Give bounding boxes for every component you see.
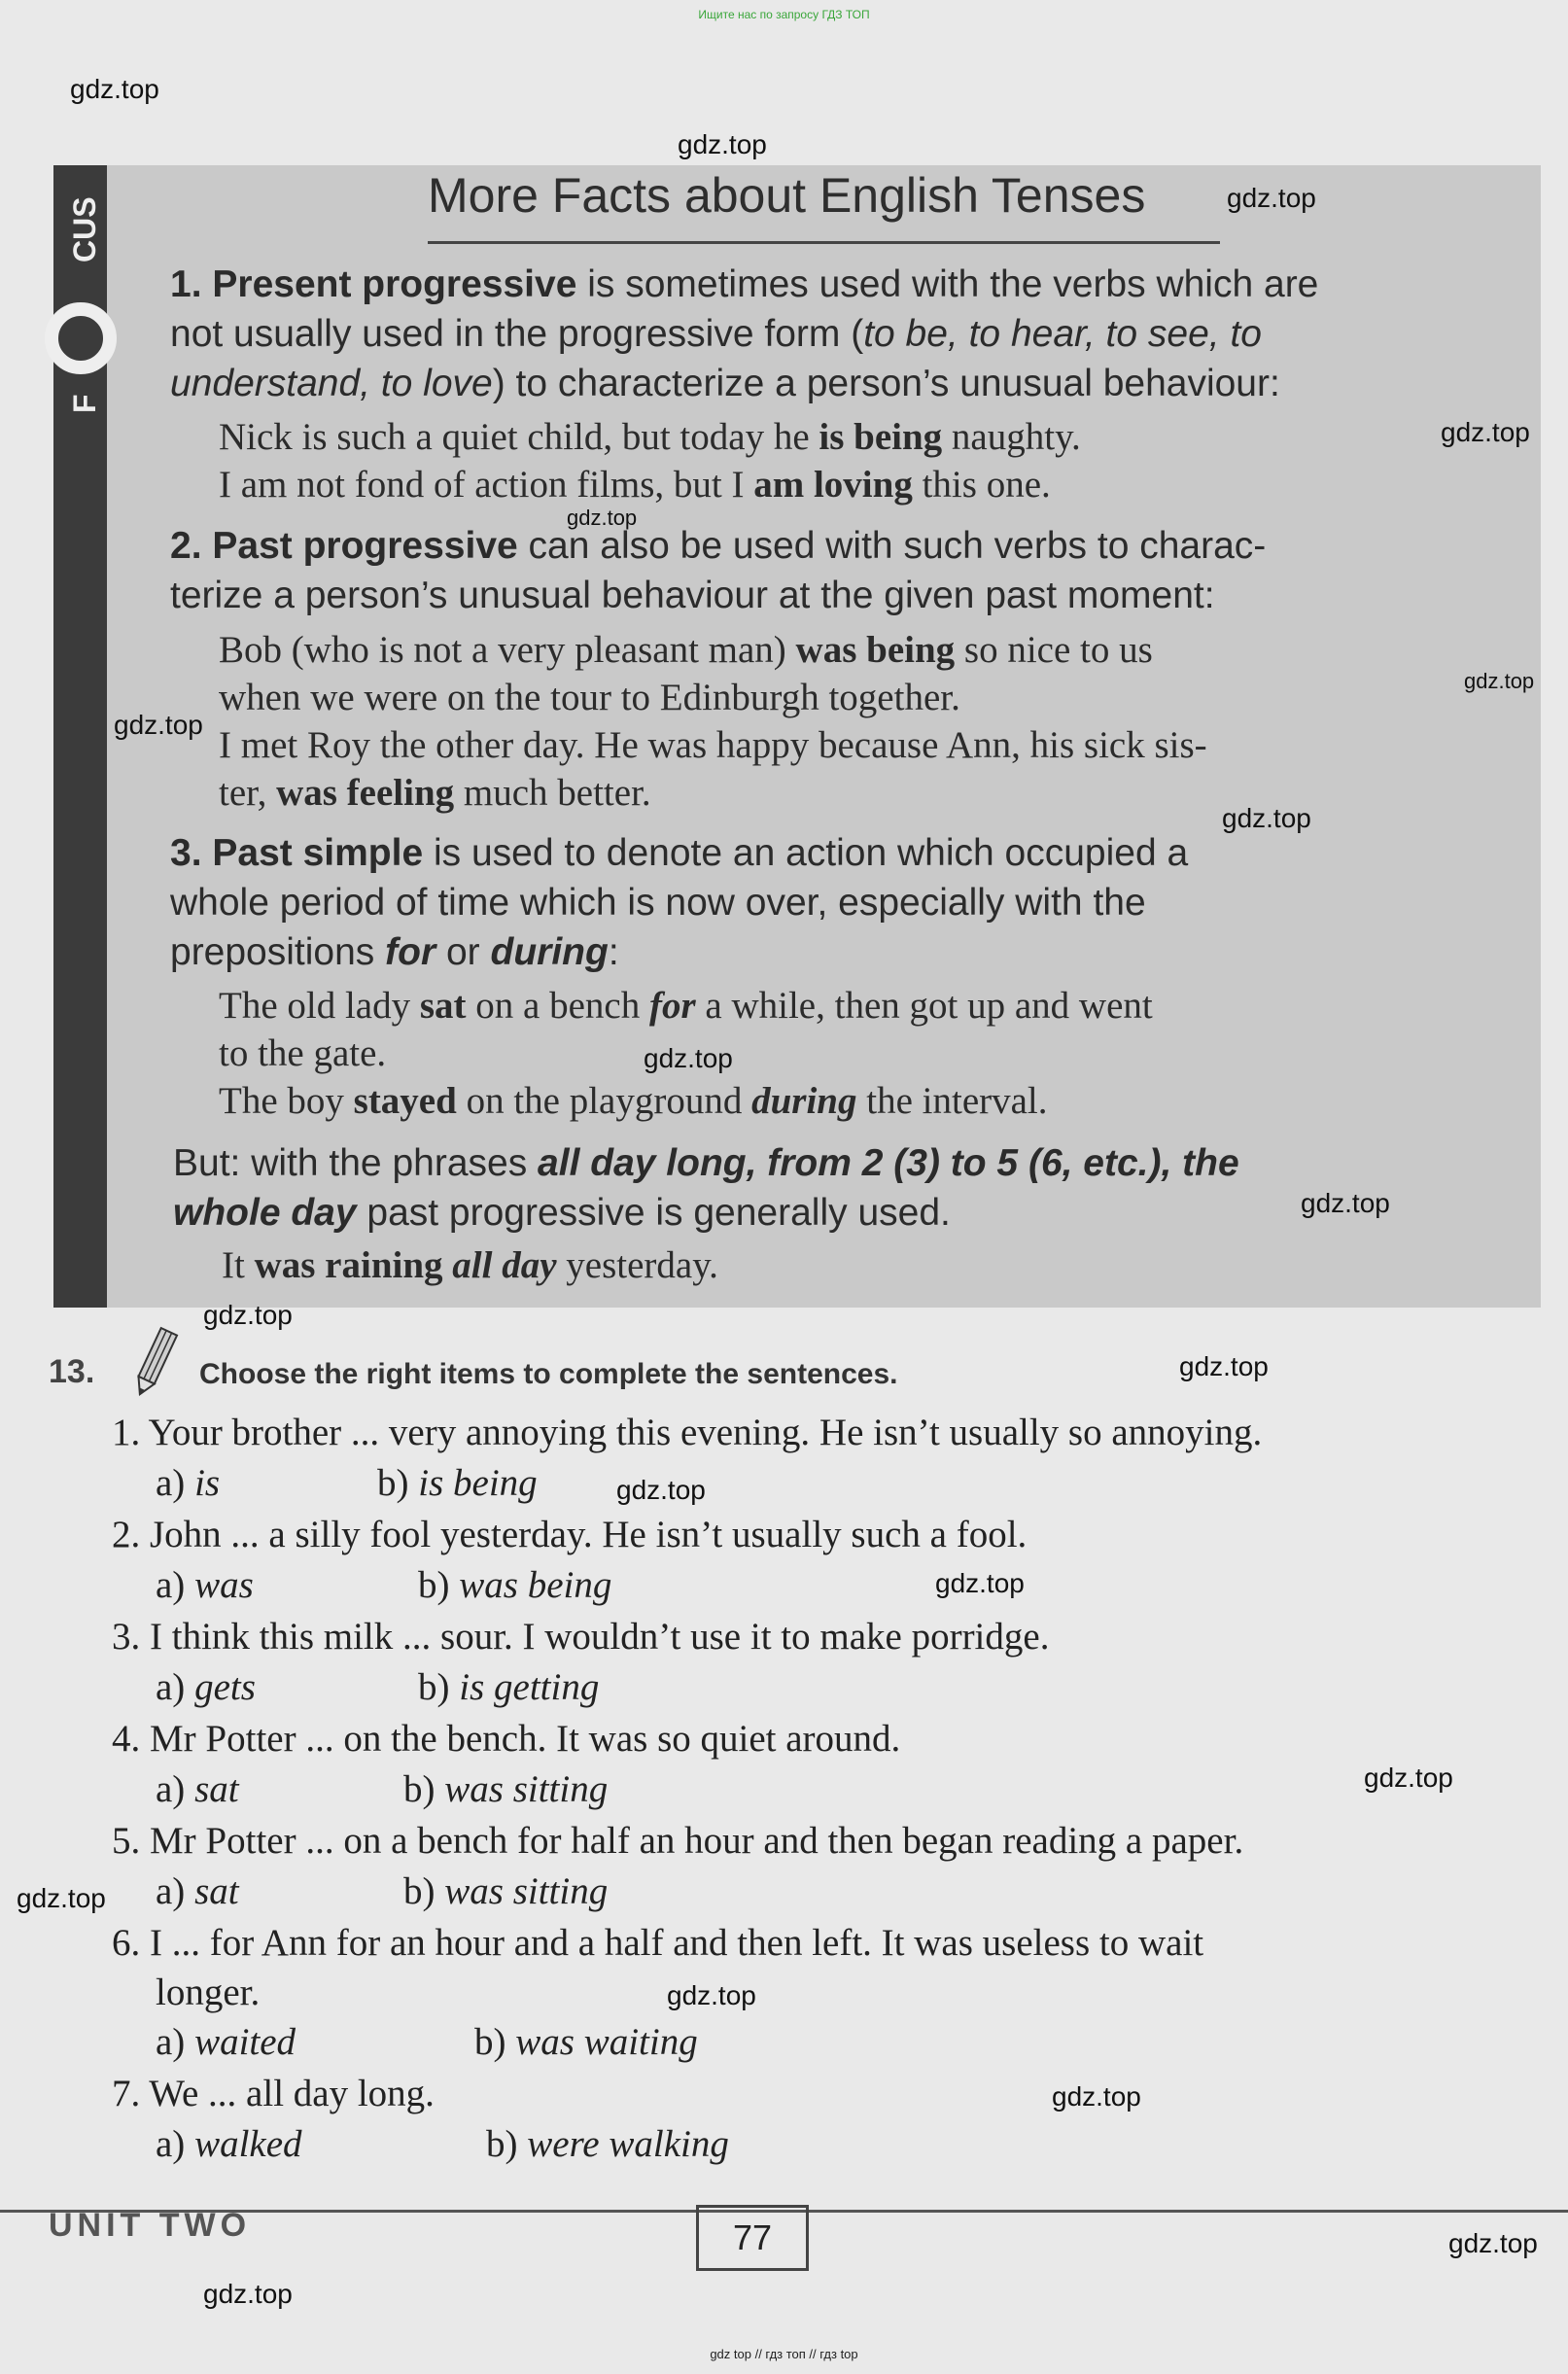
top-note: Ищите нас по запросу ГДЗ ТОП [698, 8, 870, 21]
watermark: gdz.top [1464, 669, 1535, 693]
watermark: gdz.top [203, 2279, 293, 2309]
exercise-item-7: 7. We ... all day long. [112, 2073, 435, 2114]
page-number: 77 [696, 2205, 809, 2271]
watermark: gdz.top [1227, 183, 1316, 213]
option-a-4[interactable]: a) sat [156, 1768, 239, 1810]
option-b-5[interactable]: b) was sitting [403, 1870, 609, 1912]
watermark: gdz.top [678, 129, 767, 159]
option-b-2[interactable]: b) was being [418, 1564, 612, 1606]
watermark: gdz.top [114, 710, 203, 740]
focus-section-3-example-but: It was raining all day yesterday. [222, 1244, 718, 1286]
watermark: gdz.top [17, 1883, 106, 1913]
option-a-7[interactable]: a) walked [156, 2123, 302, 2165]
focus-section-1-examples: Nick is such a quiet child, but today he is being naughty. I am not fond of action films, but I am loving this one. [219, 416, 1081, 506]
pencil-icon [126, 1324, 185, 1407]
focus-section-2-examples: Bob (who is not a very pleasant man) was being so nice to us when we were on the tour to Edinburgh together. I met Roy the other day. He was happy because Ann, his sick sis- ter, was feeling much better. [219, 629, 1207, 814]
unit-label: UNIT TWO [49, 2207, 252, 2244]
focus-section-3-but: But: with the phrases all day long, from 2 (3) to 5 (6, etc.), the whole day past progressive is generally used. [173, 1142, 1239, 1234]
focus-label [37, 165, 124, 428]
exercise-item-6: 6. I ... for Ann for an hour and a half and then left. It was useless to wait [112, 1922, 1204, 1964]
option-b-3[interactable]: b) is getting [418, 1666, 600, 1708]
watermark: gdz.top [1052, 2081, 1141, 2112]
watermark: gdz.top [567, 506, 638, 530]
watermark: gdz.top [1364, 1763, 1453, 1793]
exercise-item-1: 1. Your brother ... very annoying this evening. He isn’t usually so annoying. [112, 1412, 1263, 1453]
focus-section-1: 1. Present progressive is sometimes used with the verbs which are not usually used in the progressive form (to be, to hear, to see, to understand, to love) to characterize a person’s unusual behaviour: [170, 263, 1319, 404]
focus-section-3: 3. Past simple is used to denote an action which occupied a whole period of time which is now over, especially with the prepositions for or during: [170, 832, 1189, 973]
option-a-2[interactable]: a) was [156, 1564, 254, 1606]
watermark: gdz.top [935, 1568, 1025, 1598]
watermark: gdz.top [1448, 2228, 1538, 2258]
watermark: gdz.top [1441, 417, 1530, 447]
exercise-item-4: 4. Mr Potter ... on the bench. It was so quiet around. [112, 1718, 901, 1760]
option-a-3[interactable]: a) gets [156, 1666, 256, 1708]
exercise-number: 13. [49, 1353, 95, 1390]
exercise-item-2: 2. John ... a silly fool yesterday. He isn’t usually such a fool. [112, 1514, 1028, 1555]
focus-section-2: 2. Past progressive can also be used with such verbs to charac- terize a person’s unusual behaviour at the given past moment: [170, 525, 1267, 616]
svg-text:F: F [67, 394, 102, 413]
watermark: gdz.top [1179, 1351, 1269, 1381]
exercise-item-5: 5. Mr Potter ... on a bench for half an hour and then began reading a paper. [112, 1820, 1244, 1862]
watermark: gdz.top [203, 1300, 293, 1330]
watermark: gdz.top [70, 74, 159, 104]
option-a-1[interactable]: a) is [156, 1462, 221, 1504]
focus-title: More Facts about English Tenses [428, 168, 1146, 223]
option-a-5[interactable]: a) sat [156, 1870, 239, 1912]
option-a-6[interactable]: a) waited [156, 2021, 296, 2063]
exercise-instruction: Choose the right items to complete the sentences. [199, 1358, 898, 1390]
svg-text:CUS: CUS [67, 196, 102, 262]
exercise-item-3: 3. I think this milk ... sour. I wouldn’t use it to make porridge. [112, 1616, 1050, 1658]
watermark: gdz.top [1301, 1188, 1390, 1218]
option-b-6[interactable]: b) was waiting [474, 2021, 698, 2063]
watermark: gdz.top [644, 1043, 733, 1073]
title-rule [428, 241, 1220, 244]
option-b-7[interactable]: b) were walking [486, 2123, 729, 2165]
focus-section-3-examples: The old lady sat on a bench for a while, then got up and went to the gate. The boy stayed on the playground during the interval. [219, 985, 1153, 1122]
watermark: gdz.top [667, 1980, 756, 2010]
bottom-note: gdz top // гдз топ // гдз top [710, 2347, 858, 2361]
option-b-1[interactable]: b) is being [377, 1462, 538, 1504]
exercise-item-6-continuation: longer. [156, 1972, 261, 2013]
watermark: gdz.top [616, 1475, 706, 1505]
watermark: gdz.top [1222, 803, 1311, 833]
option-b-4[interactable]: b) was sitting [403, 1768, 609, 1810]
